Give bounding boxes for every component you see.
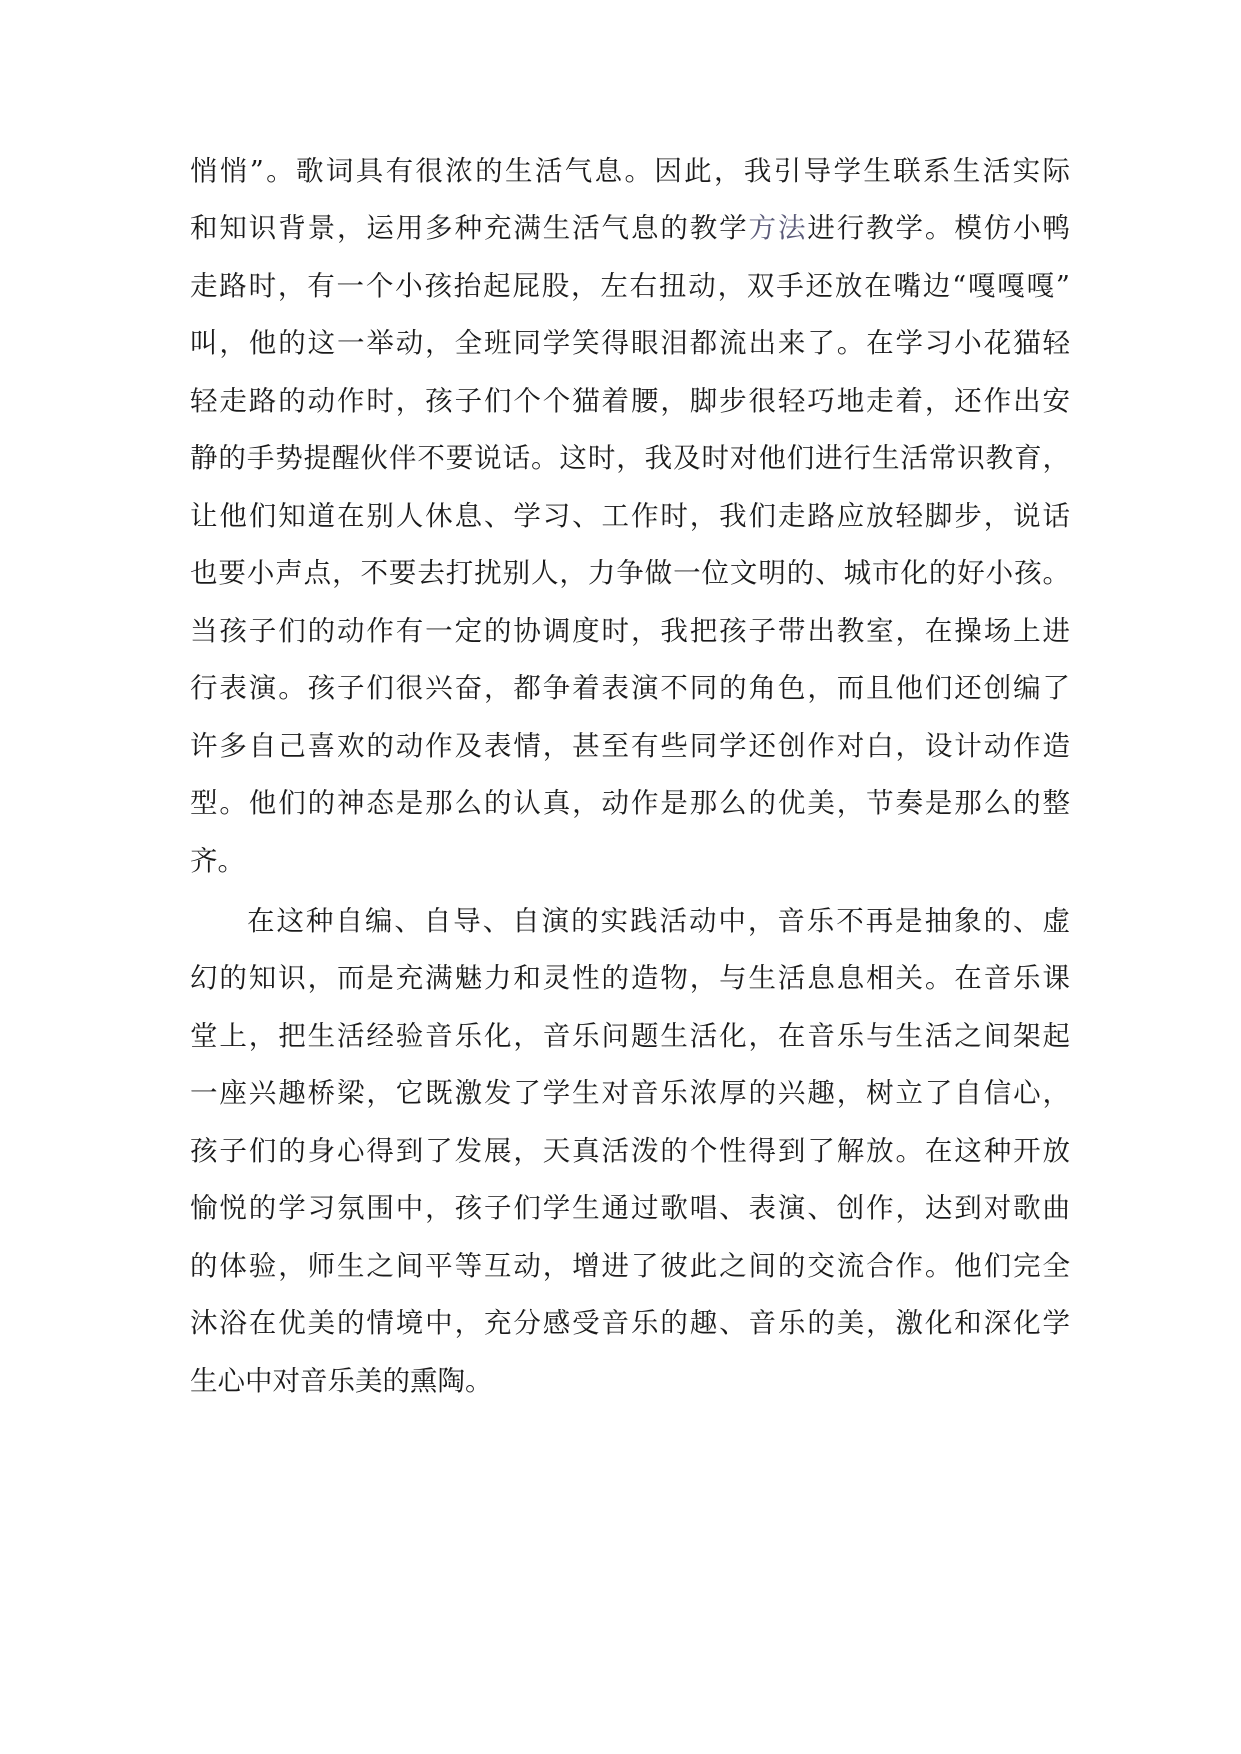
paragraph-1-line-13: 齐。 bbox=[190, 845, 245, 877]
paragraph-1-line-7: 让他们知道在别人休息、学习、工作时，我们走路应放轻脚步，说话 bbox=[190, 500, 1070, 532]
paragraph-1-line-3: 走路时，有一个小孩抬起屁股，左右扭动，双手还放在嘴边“嘎嘎嘎” bbox=[190, 270, 1070, 302]
paragraph-1-line-11: 许多自己喜欢的动作及表情，甚至有些同学还创作对白，设计动作造 bbox=[190, 730, 1070, 762]
paragraph-1-line-9: 当孩子们的动作有一定的协调度时，我把孩子带出教室，在操场上进 bbox=[190, 615, 1070, 647]
paragraph-1-line-1: 悄悄”。歌词具有很浓的生活气息。因此，我引导学生联系生活实际 bbox=[190, 155, 1070, 187]
highlighted-word: 方法 bbox=[748, 212, 808, 244]
line-2-before: 和知识背景，运用多种充满生活气息的教学 bbox=[190, 212, 749, 244]
paragraph-1-line-12: 型。他们的神态是那么的认真，动作是那么的优美，节奏是那么的整 bbox=[190, 787, 1070, 819]
paragraph-1-line-4: 叫，他的这一举动，全班同学笑得眼泪都流出来了。在学习小花猫轻 bbox=[190, 327, 1070, 359]
paragraph-2-line-9: 生心中对音乐美的熏陶。 bbox=[190, 1365, 493, 1397]
paragraph-2-line-6: 愉悦的学习氛围中，孩子们学生通过歌唱、表演、创作，达到对歌曲 bbox=[190, 1192, 1070, 1224]
paragraph-1-line-10: 行表演。孩子们很兴奋，都争着表演不同的角色，而且他们还创编了 bbox=[190, 672, 1070, 704]
paragraph-1-line-5: 轻走路的动作时，孩子们个个猫着腰，脚步很轻巧地走着，还作出安 bbox=[190, 385, 1070, 417]
paragraph-2-line-7: 的体验，师生之间平等互动，增进了彼此之间的交流合作。他们完全 bbox=[190, 1250, 1070, 1282]
paragraph-2-line-2: 幻的知识，而是充满魅力和灵性的造物，与生活息息相关。在音乐课 bbox=[190, 962, 1070, 994]
paragraph-1-line-6: 静的手势提醒伙伴不要说话。这时，我及时对他们进行生活常识教育， bbox=[190, 442, 1070, 474]
paragraph-2-line-4: 一座兴趣桥梁，它既激发了学生对音乐浓厚的兴趣，树立了自信心， bbox=[190, 1077, 1070, 1109]
paragraph-2-line-5: 孩子们的身心得到了发展，天真活泼的个性得到了解放。在这种开放 bbox=[190, 1135, 1070, 1167]
paragraph-2-line-3: 堂上，把生活经验音乐化，音乐问题生活化，在音乐与生活之间架起 bbox=[190, 1020, 1070, 1052]
paragraph-2-line-1: 在这种自编、自导、自演的实践活动中，音乐不再是抽象的、虚 bbox=[247, 905, 1070, 937]
paragraph-1-line-8: 也要小声点，不要去打扰别人，力争做一位文明的、城市化的好小孩。 bbox=[190, 557, 1070, 589]
paragraph-1-line-2 bbox=[190, 208, 1070, 248]
line-2-after: 进行教学。模仿小鸭 bbox=[807, 212, 1071, 244]
paragraph-2-line-8: 沐浴在优美的情境中，充分感受音乐的趣、音乐的美，激化和深化学 bbox=[190, 1307, 1070, 1339]
